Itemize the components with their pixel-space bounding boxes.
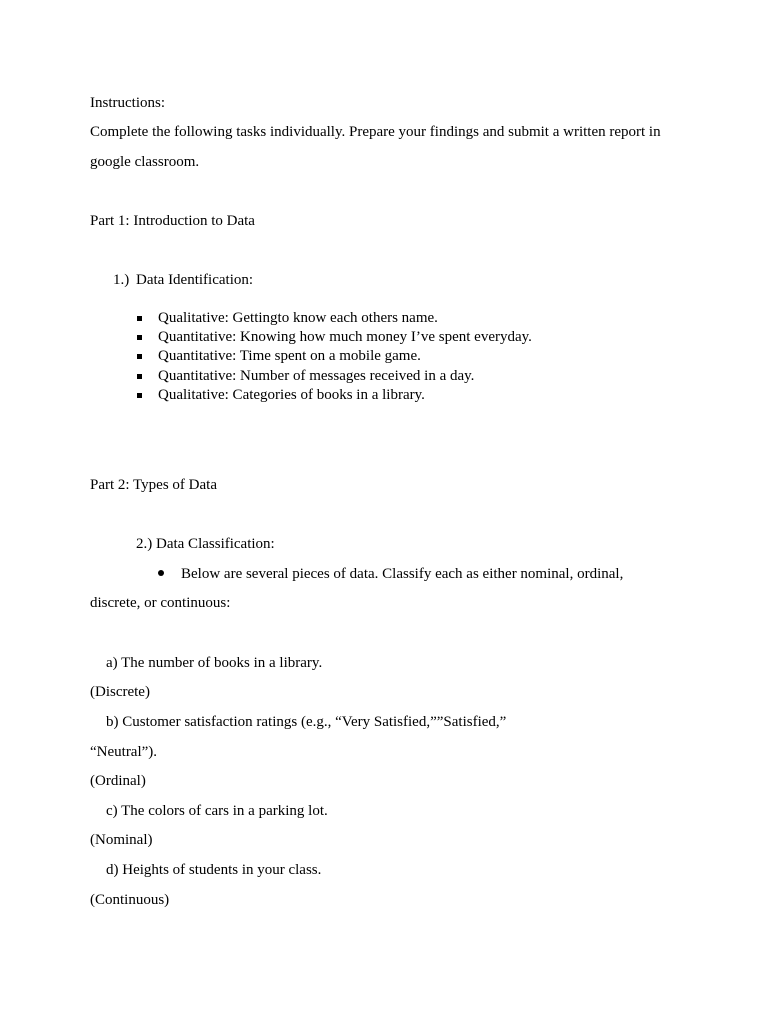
list-item-text: Quantitative: Number of messages received in a day. [158, 367, 475, 384]
square-bullet-icon [137, 316, 142, 321]
square-bullet-icon [137, 393, 142, 398]
q2-instruction-line-1: Below are several pieces of data. Classify each as either nominal, ordinal, [181, 566, 624, 582]
instructions-text-line-2: google classroom. [90, 154, 200, 170]
list-item [136, 386, 532, 405]
round-bullet-icon [158, 570, 164, 576]
q2-instruction-line-2: discrete, or continuous: [90, 595, 231, 611]
q1-number: 1.) [113, 272, 130, 288]
list-item-text: Quantitative: Time spent on a mobile game. [158, 348, 421, 365]
list-item-text: Quantitative: Knowing how much money I’ve spent everyday. [158, 329, 532, 346]
item-c-text: c) The colors of cars in a parking lot. [106, 803, 328, 819]
part2-heading: Part 2: Types of Data [90, 477, 217, 493]
q2-title: 2.) Data Classification: [136, 536, 275, 552]
square-bullet-icon [137, 335, 142, 340]
item-d-answer: (Continuous) [90, 892, 170, 908]
instructions-text-line-1: Complete the following tasks individually. Prepare your findings and submit a written report in [90, 124, 661, 140]
part1-heading: Part 1: Introduction to Data [90, 213, 255, 229]
square-bullet-icon [137, 354, 142, 359]
item-b-answer: (Ordinal) [90, 773, 146, 789]
list-item [136, 367, 532, 386]
q1-item-list [136, 309, 532, 405]
list-item [136, 328, 532, 347]
item-a-text: a) The number of books in a library. [106, 655, 323, 671]
list-item [136, 309, 532, 328]
instructions-heading: Instructions: [90, 95, 165, 111]
item-c-answer: (Nominal) [90, 832, 153, 848]
square-bullet-icon [137, 374, 142, 379]
item-b-text-line-1: b) Customer satisfaction ratings (e.g., “Very Satisfied,””Satisfied,” [106, 714, 507, 730]
item-a-answer: (Discrete) [90, 684, 150, 700]
q1-title: Data Identification: [136, 272, 254, 288]
item-d-text: d) Heights of students in your class. [106, 862, 322, 878]
list-item-text: Qualitative: Categories of books in a library. [158, 386, 425, 403]
item-b-text-line-2: “Neutral”). [90, 744, 158, 760]
list-item [136, 347, 532, 366]
list-item-text: Qualitative: Gettingto know each others name. [158, 310, 438, 326]
